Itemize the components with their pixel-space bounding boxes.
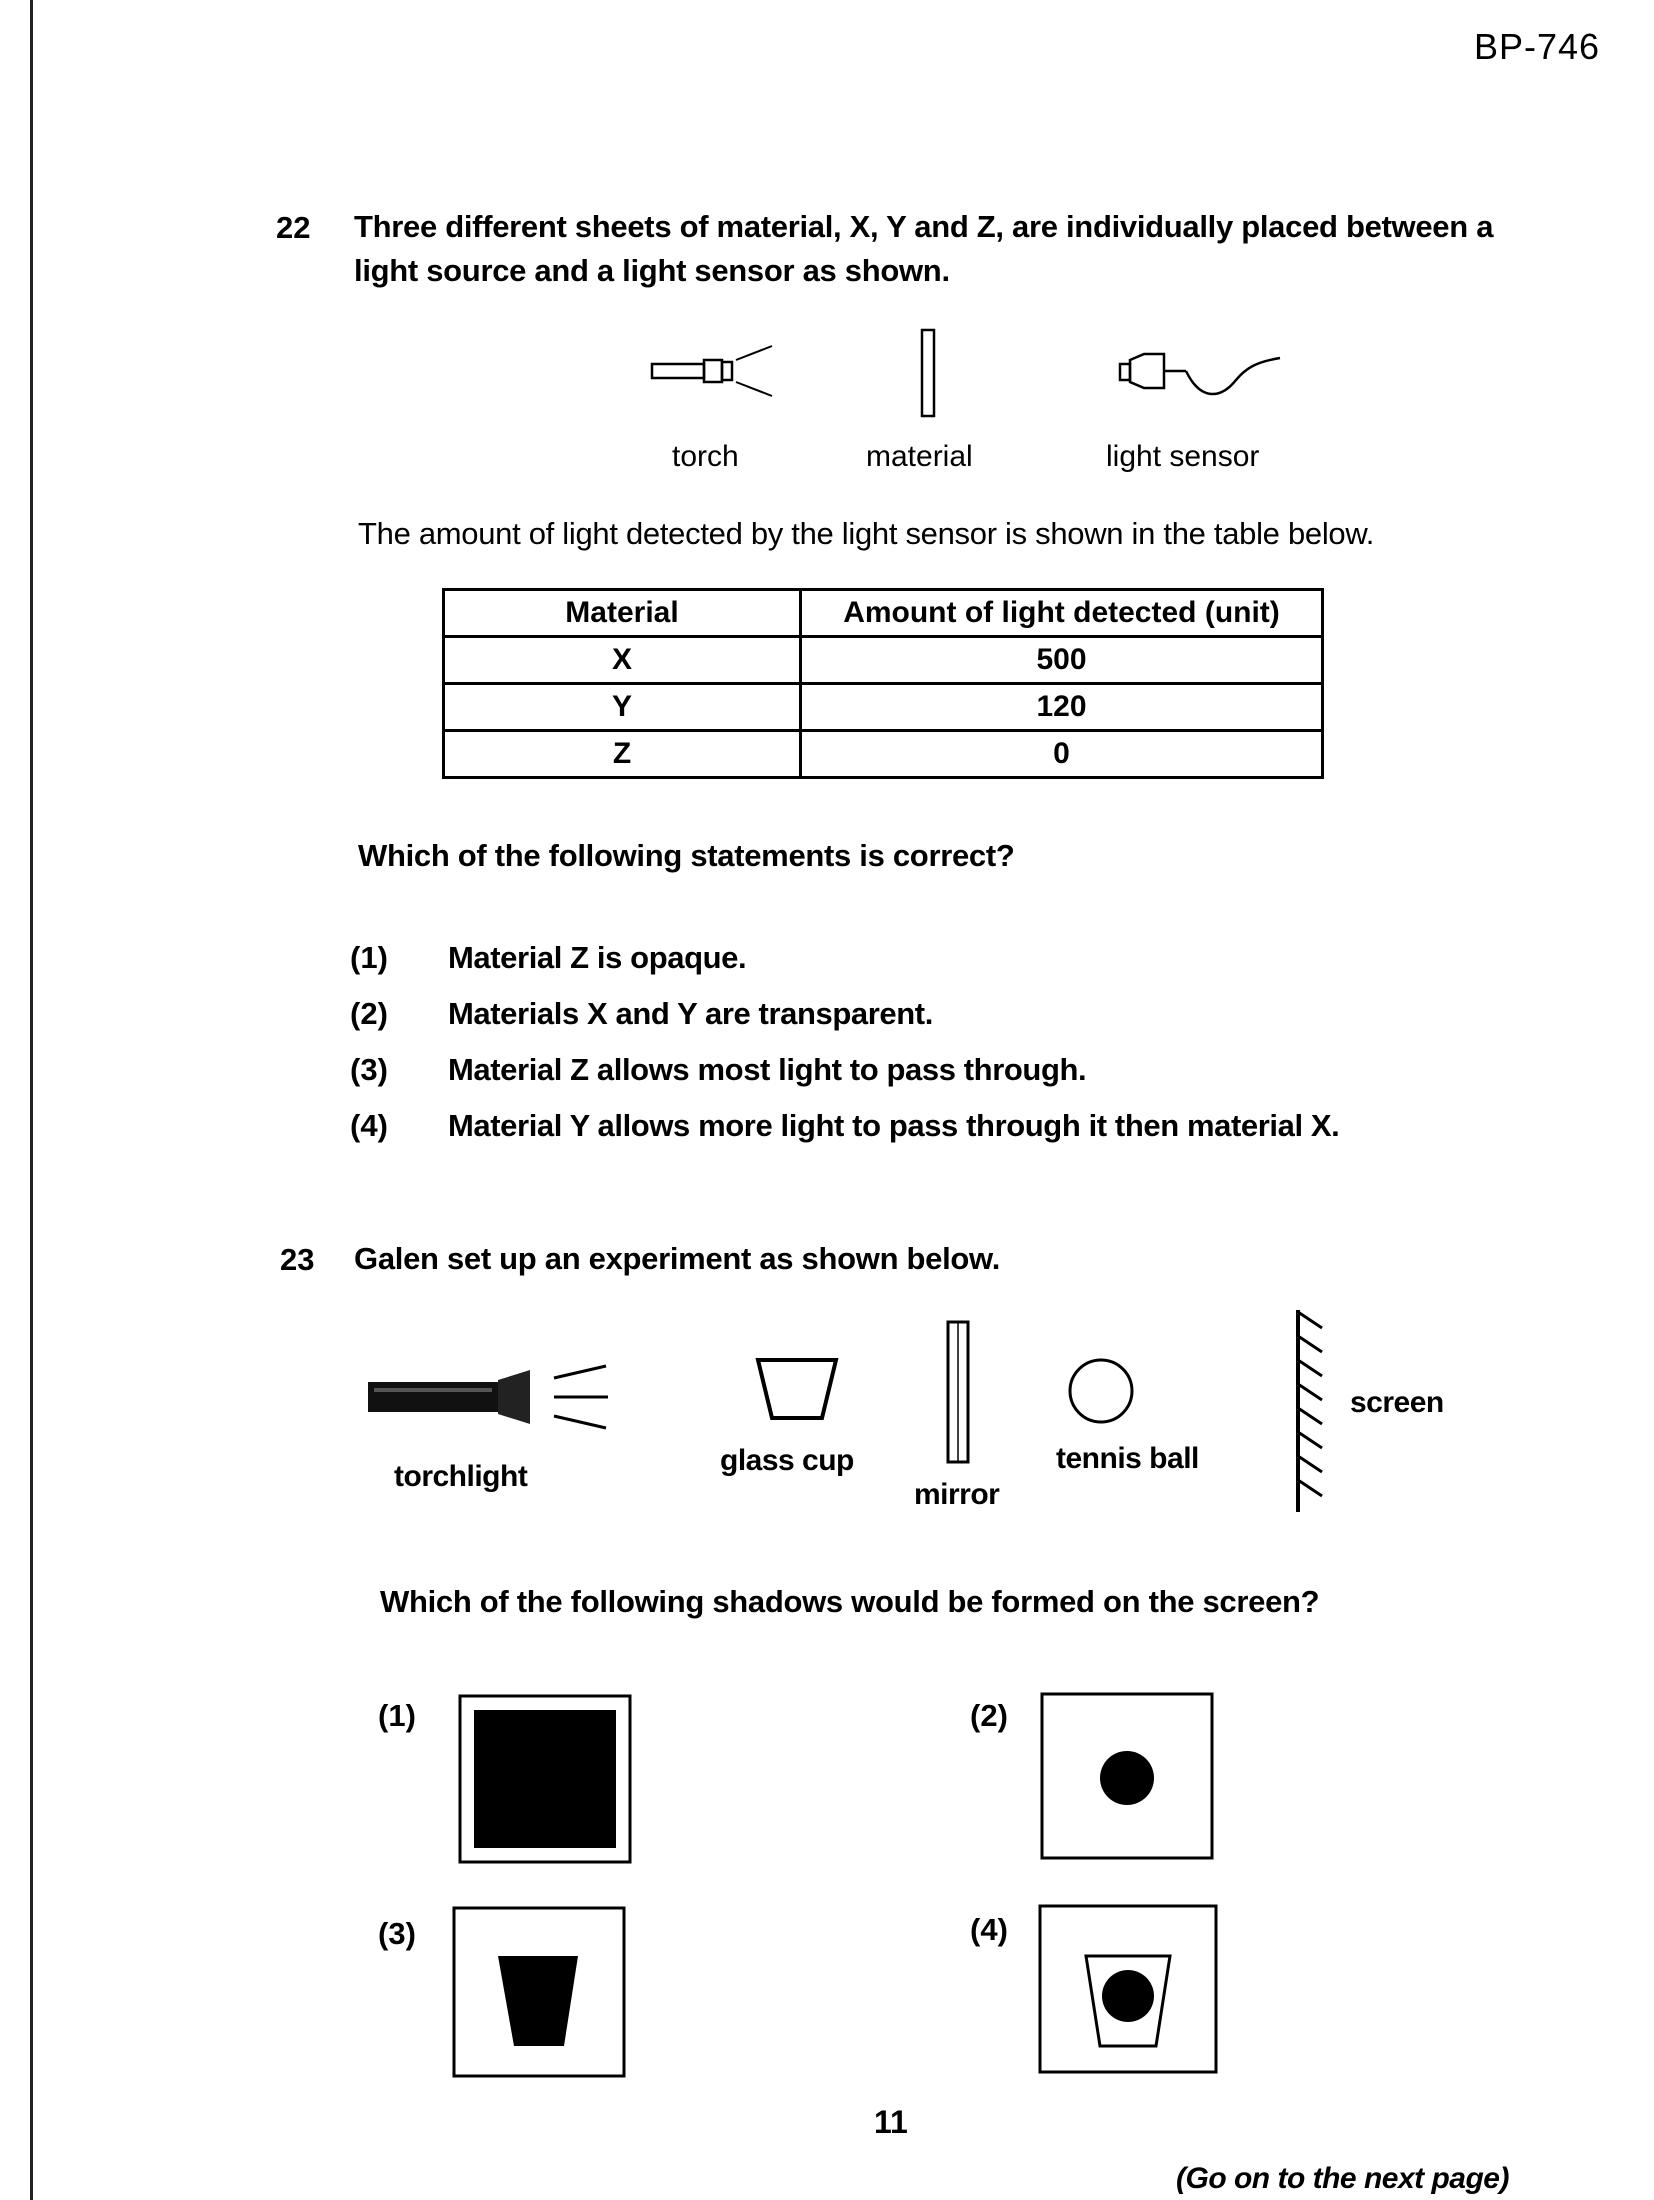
q22-option-2-text: Materials X and Y are transparent.	[448, 996, 933, 1031]
torch-label: torch	[672, 440, 739, 473]
q23-option-2-number: (2)	[970, 1698, 1008, 1733]
tennis-ball-icon	[1066, 1356, 1136, 1426]
light-sensor-icon	[1110, 340, 1290, 410]
question-23-text: Galen set up an experiment as shown below.	[354, 1241, 1001, 1276]
q22-option-1-text: Material Z is opaque.	[448, 940, 747, 975]
table-cell-amount: 500	[801, 637, 1323, 684]
q22-option-3-number: (3)	[350, 1052, 388, 1087]
torch-icon	[640, 340, 790, 410]
mirror-label: mirror	[914, 1478, 1000, 1511]
q23-option-3-shadow-cup	[452, 1906, 628, 2080]
question-22-line-2: light source and a light sensor as shown.	[354, 253, 950, 288]
q22-option-1-number: (1)	[350, 940, 388, 975]
q23-option-4-shadow-cup-and-ball	[1038, 1904, 1220, 2076]
page-number: 11	[874, 2104, 908, 2140]
table-row	[444, 731, 1323, 778]
table-header-amount: Amount of light detected (unit)	[801, 590, 1323, 637]
q23-option-1-number: (1)	[378, 1698, 416, 1733]
mirror-icon	[940, 1318, 980, 1468]
screen-icon	[1288, 1300, 1348, 1520]
table-header-row	[444, 590, 1323, 637]
torchlight-icon	[364, 1352, 624, 1452]
page-margin-line	[30, 0, 33, 2200]
table-row	[444, 684, 1323, 731]
table-header-material: Material	[444, 590, 801, 637]
glass-cup-icon	[752, 1356, 842, 1426]
torchlight-label: torchlight	[394, 1460, 528, 1493]
table-row	[444, 637, 1323, 684]
paper-code: BP-746	[1474, 26, 1601, 67]
question-23-prompt: Which of the following shadows would be formed on the screen?	[380, 1584, 1320, 1619]
q23-option-1-shadow-full-square	[458, 1694, 634, 1866]
q22-option-3-text: Material Z allows most light to pass through.	[448, 1052, 1087, 1087]
light-detection-table	[442, 588, 1324, 779]
q22-option-4-number: (4)	[350, 1108, 388, 1143]
question-22-number: 22	[276, 210, 311, 245]
table-intro-text: The amount of light detected by the light sensor is shown in the table below.	[358, 516, 1375, 551]
q23-option-3-number: (3)	[378, 1916, 416, 1951]
question-23-number: 23	[280, 1242, 315, 1277]
light-sensor-label: light sensor	[1106, 440, 1260, 473]
table-cell-amount: 120	[801, 684, 1323, 731]
table-cell-amount: 0	[801, 731, 1323, 778]
q23-option-4-number: (4)	[970, 1912, 1008, 1947]
q22-option-2-number: (2)	[350, 996, 388, 1031]
q23-option-2-shadow-circle	[1040, 1692, 1216, 1862]
material-sheet-icon	[915, 328, 945, 418]
material-label: material	[866, 440, 973, 473]
table-cell-material: X	[444, 637, 801, 684]
glass-cup-label: glass cup	[720, 1444, 854, 1477]
screen-label: screen	[1350, 1386, 1444, 1419]
question-22-line-1: Three different sheets of material, X, Y and Z, are individually placed between a	[354, 209, 1494, 244]
question-22-prompt: Which of the following statements is correct?	[358, 838, 1015, 873]
q22-option-4-text: Material Y allows more light to pass through it then material X.	[448, 1108, 1340, 1143]
table-cell-material: Z	[444, 731, 801, 778]
tennis-ball-label: tennis ball	[1056, 1442, 1199, 1475]
table-cell-material: Y	[444, 684, 801, 731]
go-on-note: (Go on to the next page)	[1176, 2162, 1509, 2195]
